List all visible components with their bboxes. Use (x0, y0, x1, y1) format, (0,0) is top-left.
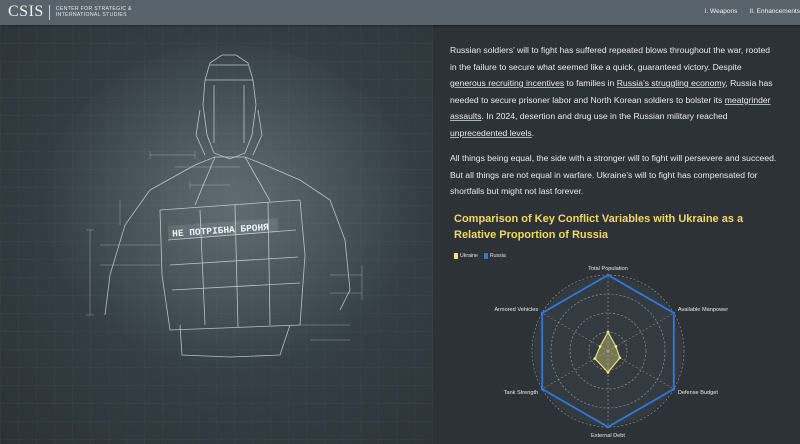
link-recruiting-incentives[interactable]: generous recruiting incentives (450, 78, 565, 88)
link-unprecedented-levels[interactable]: unprecedented levels (450, 127, 532, 138)
link-meatgrinder-assaults[interactable]: meatgrinder assaults (450, 94, 771, 121)
radar-point-russia-1 (607, 274, 610, 277)
legend-label-ukraine: Ukraine (460, 252, 478, 259)
article-paragraph-2: All things being equal, the side with a stronger will to fight will persevere and succeed. But all things are not equal in warfare. Ukraine’s will to fight has compensated for shortfalls but might not last forever. (450, 153, 777, 196)
p1-text-4: . In 2024, desertion and drug use in the Russian military reached (481, 111, 728, 121)
logo-divider (49, 5, 50, 20)
radar-axis-label-3: Defense Budget (677, 390, 718, 396)
radar-point-russia-6 (541, 312, 544, 315)
radar-point-ukraine-6 (599, 345, 602, 348)
radar-point-russia-2 (672, 312, 675, 315)
p1-text-5: . (531, 127, 535, 138)
radar-axis-label-2: Available Manpower (677, 307, 729, 313)
nav-item-weapons[interactable]: I. Weapons (704, 8, 738, 15)
logo-text: CSIS (8, 3, 44, 20)
top-bar (0, 0, 800, 25)
radar-point-russia-4 (607, 426, 610, 429)
radar-point-ukraine-5 (593, 357, 596, 360)
radar-point-ukraine-1 (607, 331, 610, 334)
radar-point-ukraine-3 (618, 356, 621, 359)
csis-logo[interactable] (8, 3, 132, 21)
vest-patch-text: НЕ ПОТРІБНА БРОНЯ (171, 221, 270, 240)
radar-point-ukraine-4 (607, 371, 610, 374)
radar-point-russia-5 (541, 388, 544, 391)
logo-subtitle: CENTER FOR STRATEGIC & INTERNATIONAL STUDIES (55, 5, 132, 18)
radar-chart (433, 25, 800, 444)
radar-point-ukraine-2 (614, 345, 617, 348)
legend-label-russia: Russia (489, 252, 506, 259)
radar-axis-label-1: Total Population (588, 266, 628, 272)
radar-axis-label-4: External Debt (591, 433, 625, 439)
section-nav (705, 8, 800, 15)
link-russias-struggling-economy[interactable]: Russia’s struggling economy (616, 78, 726, 88)
blueprint-figure (0, 25, 433, 444)
radar-point-russia-3 (672, 388, 675, 391)
p1-text-3: , Russia has needed to secure prisoner labor and North Korean soldiers to bolster its (450, 78, 773, 105)
nav-item-enhancements[interactable]: II. Enhancements (749, 8, 800, 15)
chart-title: Comparison of Key Conflict Variables with Ukraine as a Relative Proportion of Russia (454, 213, 744, 241)
radar-axis-label-6: Armored Vehicles (494, 307, 539, 313)
p1-text-1: Russian soldiers’ will to fight has suffered repeated blows throughout the war, rooted in the failure to secure what seemed like a quick, guaranteed victory. Despite (450, 45, 771, 72)
soldier-blueprint-illustration (0, 25, 433, 444)
radar-axis-label-5: Tank Strength (503, 390, 539, 396)
p1-text-2: to families in (564, 78, 617, 88)
